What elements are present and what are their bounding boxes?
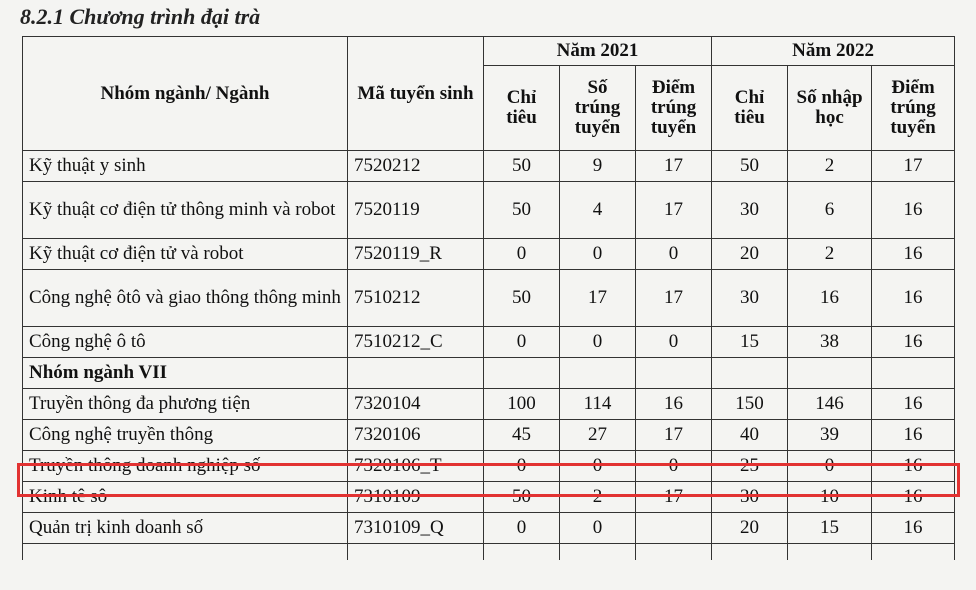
enrolled-2022: 16 [788,270,872,327]
score-2021: 17 [636,482,712,513]
enrolled-2022: 38 [788,327,872,358]
admitted-2021: 114 [560,389,636,420]
table-row [23,513,955,544]
quota-2021: 50 [484,151,560,182]
score-2022: 16 [872,420,955,451]
enrolled-2022: 0 [788,451,872,482]
admitted-2021: 0 [560,239,636,270]
enrolled-2022 [788,358,872,389]
major-name: Quản trị kinh doanh số [23,513,348,544]
table-row [23,327,955,358]
enrolled-2022: 2 [788,239,872,270]
header-year-2022: Năm 2022 [712,37,955,66]
major-code: 7520212 [348,151,484,182]
table-row [23,389,955,420]
major-name: Truyền thông doanh nghiệp số [23,451,348,482]
header-2021-admitted: Số trúng tuyển [560,66,636,151]
quota-2021: 100 [484,389,560,420]
major-code: 7310109_Q [348,513,484,544]
admitted-2021: 27 [560,420,636,451]
score-2022: 16 [872,389,955,420]
enrolled-2022: 2 [788,151,872,182]
score-2022: 16 [872,327,955,358]
score-2021: 0 [636,451,712,482]
highlighted-row [23,451,955,482]
major-code: 7520119 [348,182,484,239]
score-2021: 0 [636,327,712,358]
admitted-2021: 0 [560,327,636,358]
header-2022-quota: Chỉ tiêu [712,66,788,151]
section-title: 8.2.1 Chương trình đại trà [20,4,261,29]
score-2022: 16 [872,270,955,327]
table-row [23,239,955,270]
score-2021: 17 [636,151,712,182]
quota-2022: 20 [712,239,788,270]
header-year-2021: Năm 2021 [484,37,712,66]
major-name: Công nghệ ô tô [23,327,348,358]
quota-2021: 50 [484,270,560,327]
enrolled-2022: 6 [788,182,872,239]
admitted-2021 [560,358,636,389]
score-2022: 16 [872,239,955,270]
score-2021 [636,513,712,544]
major-code: 7510212 [348,270,484,327]
admitted-2021: 17 [560,270,636,327]
table-row-cut-off [23,544,955,561]
major-name: Kỹ thuật cơ điện tử và robot [23,239,348,270]
admitted-2021: 9 [560,151,636,182]
enrolled-2022: 15 [788,513,872,544]
quota-2021: 50 [484,182,560,239]
major-name: Kỹ thuật y sinh [23,151,348,182]
score-2022: 17 [872,151,955,182]
score-2022 [872,358,955,389]
quota-2021: 0 [484,239,560,270]
table-row [23,420,955,451]
score-2021: 16 [636,389,712,420]
score-2022: 16 [872,182,955,239]
quota-2021 [484,358,560,389]
quota-2022: 30 [712,182,788,239]
score-2022: 16 [872,513,955,544]
admitted-2021: 0 [560,451,636,482]
quota-2022: 25 [712,451,788,482]
score-2021: 17 [636,420,712,451]
quota-2022: 50 [712,151,788,182]
major-name: Công nghệ ôtô và giao thông thông minh [23,270,348,327]
score-2022: 16 [872,482,955,513]
major-name: Truyền thông đa phương tiện [23,389,348,420]
admission-table [22,36,955,560]
table-row [23,182,955,239]
quota-2022 [712,358,788,389]
header-2021-score: Điểm trúng tuyển [636,66,712,151]
quota-2022: 30 [712,270,788,327]
header-2021-quota: Chỉ tiêu [484,66,560,151]
group-name: Nhóm ngành VII [23,358,348,389]
quota-2022: 30 [712,482,788,513]
major-name: Kinh tê sô [23,482,348,513]
major-code: 7520119_R [348,239,484,270]
header-2022-enrolled: Số nhập học [788,66,872,151]
page-crop-edge [0,566,976,590]
header-admission-code: Mã tuyển sinh [348,37,484,151]
table-row [23,151,955,182]
quota-2022: 40 [712,420,788,451]
enrolled-2022: 10 [788,482,872,513]
score-2021: 0 [636,239,712,270]
enrolled-2022: 146 [788,389,872,420]
admitted-2021: 4 [560,182,636,239]
table-row [23,482,955,513]
quota-2021: 0 [484,327,560,358]
major-code: 7320106 [348,420,484,451]
quota-2021: 0 [484,513,560,544]
admitted-2021: 0 [560,513,636,544]
header-group-name: Nhóm ngành/ Ngành [23,37,348,151]
admitted-2021: 2 [560,482,636,513]
score-2022: 16 [872,451,955,482]
header-2022-score: Điểm trúng tuyển [872,66,955,151]
quota-2022: 150 [712,389,788,420]
major-code: 7320104 [348,389,484,420]
major-name: Công nghệ truyền thông [23,420,348,451]
quota-2022: 15 [712,327,788,358]
enrolled-2022: 39 [788,420,872,451]
major-code: 7320106_T [348,451,484,482]
major-code: 7310109 [348,482,484,513]
score-2021: 17 [636,270,712,327]
quota-2022: 20 [712,513,788,544]
quota-2021: 50 [484,482,560,513]
score-2021 [636,358,712,389]
major-code: 7510212_C [348,327,484,358]
score-2021: 17 [636,182,712,239]
table-row [23,270,955,327]
quota-2021: 0 [484,451,560,482]
quota-2021: 45 [484,420,560,451]
group-row [23,358,955,389]
major-code [348,358,484,389]
major-name: Kỹ thuật cơ điện tử thông minh và robot [23,182,348,239]
